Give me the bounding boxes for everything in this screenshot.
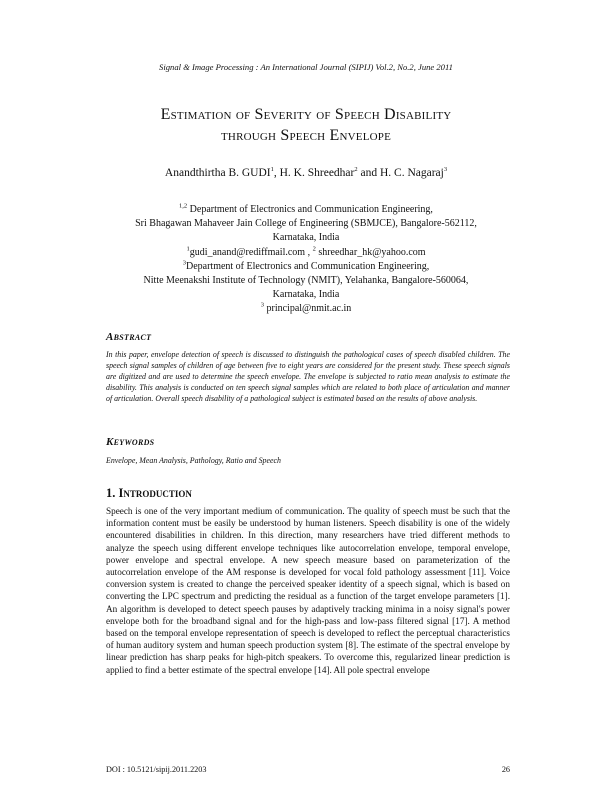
doi-footer: DOI : 10.5121/sipij.2011.2203 xyxy=(106,765,207,774)
affiliation-line: Nitte Meenakshi Institute of Technology (NMIT), Yelahanka, Bangalore-560064, xyxy=(143,275,469,287)
affiliation-line: $^3$Department of Electronics and Communication Engineering, xyxy=(182,259,430,272)
email-link[interactable]: gudi_anand@rediffmail.com , xyxy=(189,246,311,258)
title-line-1: Estimation of Severity of Speech Disability xyxy=(160,106,452,123)
section-heading: 1. Introduction xyxy=(106,486,192,500)
paragraph: Speech is one of the very important medium of communication. The quality of speech must be such that the information content must be easily be understood by human listeners. Speech disability is one of the widely encountered disabilities in children. In this direction, many researchers have tried different methods to analyze the speech using different envelope techniques like autocorrelation envelope, temporal envelope, power envelope and spectral envelope. A new speech measure based on parameterization of the autocorrelation envelope of the AM response is developed for vocal fold pathology assessment [11]. Voice conversion system is created to change the perceived speaker identity of a speech signal, which is based on converting the LPC spectrum and predicting the residual as a function of the target envelope parameters [1]. An algorithm is developed to detect speech pauses by adaptively tracking minima in a noisy signal's power envelope both for the broadband signal and for the high-pass and low-pass filtered signal [17]. A method based on the temporal envelope representation of speech is developed to reflect the perceptual characteristics of human auditory system and human speech production system [8]. The estimate of the spectral envelope by linear prediction has sharp peaks for high-pitch speakers. To overcome this, regularized linear prediction is applied to find a better estimate of the spectral envelope [14]. All pole spectral envelope xyxy=(106,506,510,675)
affiliation-line: $^{1,2}$ Department of Electronics and Communication Engineering, xyxy=(179,202,433,215)
email-link[interactable]: shreedhar_hk@yahoo.com xyxy=(318,246,426,258)
keywords-text: Envelope, Mean Analysis, Pathology, Ratio and Speech xyxy=(106,456,281,465)
affiliation-line: Karnataka, India xyxy=(272,289,340,301)
author-sup: 3 xyxy=(443,166,448,174)
page-number: 26 xyxy=(501,765,510,774)
author-name: H. K. Shreedhar xyxy=(279,167,355,179)
body-text xyxy=(106,505,510,676)
email-line: $^3$ principal@nmit.ac.in xyxy=(260,302,352,315)
affiliations xyxy=(60,203,552,317)
author-sup: 1 xyxy=(270,166,274,174)
keywords-heading: Keywords xyxy=(106,436,155,448)
author-name: Anandthirtha B. GUDI xyxy=(164,167,271,179)
abstract-text: In this paper, envelope detection of speech is discussed to distinguish the pathological cases of speech disabled children. The speech signal samples of children of age between five to eight years are considered for the present study. These speech signals are digitized and are used to determine the speech envelope. The envelope is subjected to ratio mean analysis to estimate the disability. This analysis is conducted on ten speech signal samples which are related to both place of articulation and manner of articulation. Overall speech disability of a pathological subject is estimated based on the results of above analysis. xyxy=(106,350,510,404)
running-head: Signal & Image Processing : An International Journal (SIPIJ) Vol.2, No.2, June 2011 xyxy=(159,62,453,72)
title-line-2: through Speech Envelope xyxy=(221,127,391,144)
affiliation-line: Karnataka, India xyxy=(272,232,340,244)
author-sup: 2 xyxy=(354,166,358,174)
author-name: H. C. Nagaraj xyxy=(379,167,444,179)
paper-title xyxy=(60,104,552,146)
author-list: Anandthirtha B. GUDI$^1$, H. K. Shreedhar$^2$ and H. C. Nagaraj$^3$ xyxy=(164,166,448,179)
email-line: $^1$gudi_anand@rediffmail.com , $^2$ shreedhar_hk@yahoo.com xyxy=(186,245,426,258)
abstract-heading: Abstract xyxy=(106,331,152,343)
affiliation-line: Sri Bhagawan Mahaveer Jain College of Engineering (SBMJCE), Bangalore-562112, xyxy=(135,218,477,230)
email-link[interactable]: principal@nmit.ac.in xyxy=(266,303,352,315)
